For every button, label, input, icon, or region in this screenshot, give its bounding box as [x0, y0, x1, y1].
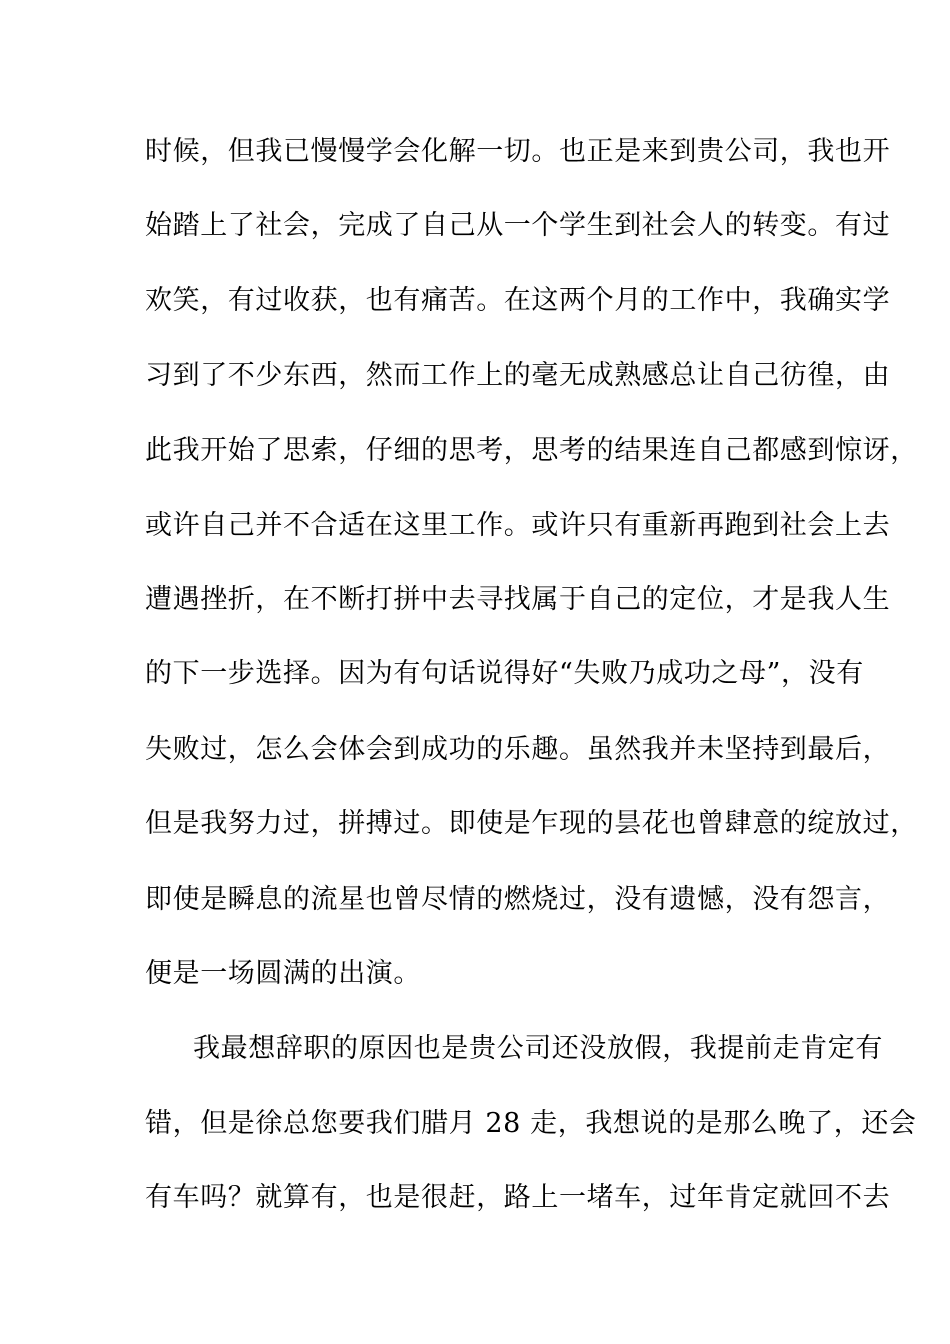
text-line: 此我开始了思索，仔细的思考，思考的结果连自己都感到惊讶，	[145, 435, 918, 466]
paragraph-first-line: 我最想辞职的原因也是贵公司还没放假，我提前走肯定有	[193, 1033, 883, 1064]
text-line: 习到了不少东西，然而工作上的毫无成熟感总让自己彷徨，由	[145, 360, 891, 391]
text-line: 始踏上了社会，完成了自己从一个学生到社会人的转变。有过	[145, 210, 891, 241]
text-line: 有车吗？就算有，也是很赶，路上一堵车，过年肯定就回不去	[145, 1182, 891, 1213]
text-line: 即使是瞬息的流星也曾尽情的燃烧过，没有遗憾，没有怨言，	[145, 884, 891, 915]
text-line: 遭遇挫折，在不断打拼中去寻找属于自己的定位，才是我人生	[145, 584, 891, 615]
text-line: 或许自己并不合适在这里工作。或许只有重新再跑到社会上去	[145, 510, 891, 541]
text-line: 欢笑，有过收获，也有痛苦。在这两个月的工作中，我确实学	[145, 285, 891, 316]
text-line: 时候，但我已慢慢学会化解一切。也正是来到贵公司，我也开	[145, 136, 891, 167]
text-line: 便是一场圆满的出演。	[145, 958, 421, 989]
text-line: 的下一步选择。因为有句话说得好“失败乃成功之母”，没有	[145, 658, 864, 689]
text-line: 但是我努力过，拼搏过。即使是乍现的昙花也曾肆意的绽放过，	[145, 808, 918, 839]
text-line: 失败过，怎么会体会到成功的乐趣。虽然我并未坚持到最后，	[145, 734, 891, 765]
text-line: 错，但是徐总您要我们腊月 28 走，我想说的是那么晚了，还会	[145, 1108, 917, 1139]
